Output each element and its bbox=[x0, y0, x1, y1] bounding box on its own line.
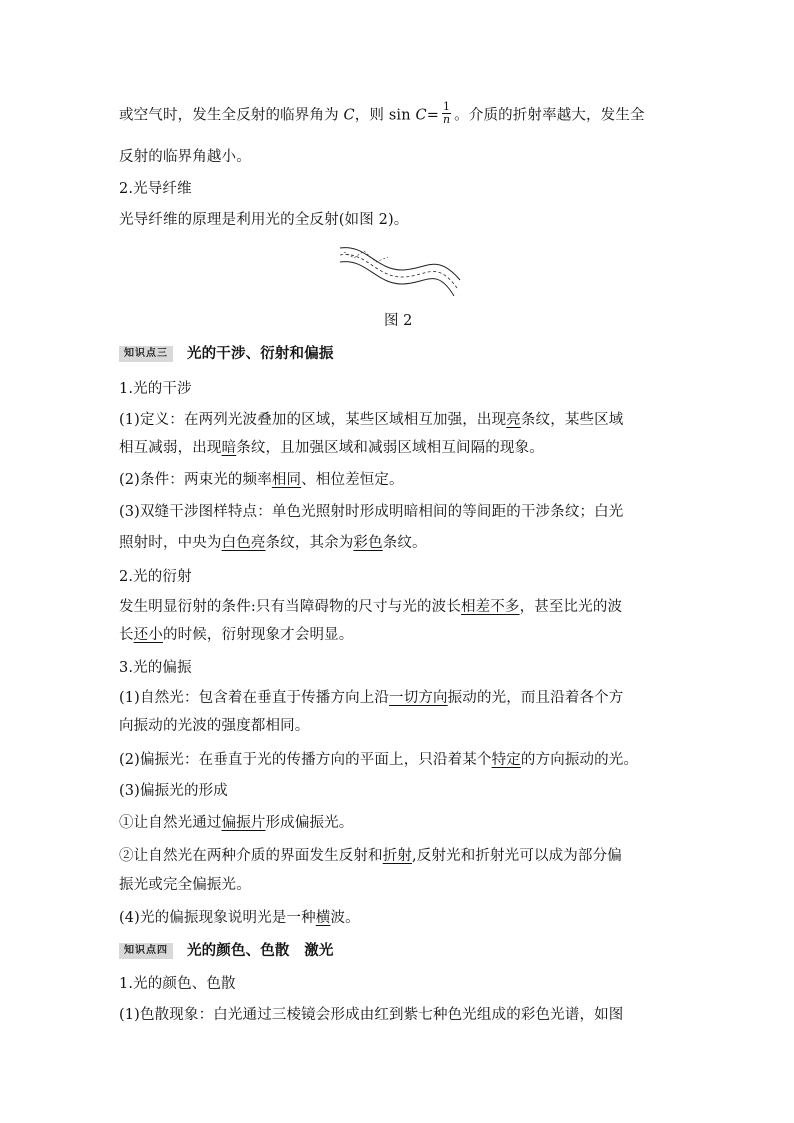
text-line: (1)色散现象：白光通过三棱镜会形成由红到紫七种色光组成的彩色光谱，如图 bbox=[119, 1007, 624, 1023]
figure-caption: 图 2 bbox=[384, 313, 413, 329]
section-heading: 1.光的颜色、色散 bbox=[119, 976, 236, 992]
text-line: (3)双缝干涉图样特点：单色光照射时形成明暗相间的等间距的干涉条纹；白光 bbox=[119, 504, 624, 520]
text-line: (4)光的偏振现象说明光是一种横波。 bbox=[119, 910, 360, 926]
optical-fiber-figure bbox=[336, 240, 464, 302]
text-line: 长还小的时候，衍射现象才会明显。 bbox=[119, 627, 354, 643]
text-line: 相互减弱，出现暗条纹，且加强区域和减弱区域相互间隔的现象。 bbox=[119, 440, 544, 456]
text-line: 向振动的光波的强度都相同。 bbox=[119, 718, 310, 734]
knowledge-point-heading: 知识点三 光的干涉、衍射和偏振 bbox=[119, 343, 334, 365]
text-line: (1)自然光：包含着在垂直于传播方向上沿一切方向振动的光，而且沿着各个方 bbox=[119, 690, 624, 706]
text-line: 振光或完全偏振光。 bbox=[119, 877, 251, 893]
knowledge-point-heading: 知识点四 光的颜色、色散 激光 bbox=[119, 940, 334, 962]
text-line: (2)条件：两束光的频率相同、相位差恒定。 bbox=[119, 472, 404, 488]
section-heading: 1.光的干涉 bbox=[119, 381, 192, 397]
text-line: ②让自然光在两种介质的界面发生反射和折射,反射光和折射光可以成为部分偏 bbox=[119, 848, 622, 864]
knowledge-point-tag: 知识点四 bbox=[119, 943, 173, 959]
section-heading: 2.光导纤维 bbox=[119, 181, 192, 197]
text-line: ①让自然光通过偏振片形成偏振光。 bbox=[119, 815, 354, 831]
text-line: 光导纤维的原理是利用光的全反射(如图 2)。 bbox=[119, 212, 409, 228]
knowledge-point-tag: 知识点三 bbox=[119, 346, 173, 362]
text-line: 照射时，中央为白色亮条纹，其余为彩色条纹。 bbox=[119, 535, 427, 551]
text-line: 或空气时，发生全反射的临界角为 C，则 sin C= $\frac{1}{n}$ 。介质的折射率越大，发生全 bbox=[119, 100, 645, 126]
fraction: $\frac{1}{n}$ bbox=[442, 100, 451, 126]
text-line: 反射的临界角越小。 bbox=[119, 149, 251, 165]
text-line: (2)偏振光：在垂直于光的传播方向的平面上，只沿着某个特定的方向振动的光。 bbox=[119, 752, 639, 768]
text-line: (1)定义：在两列光波叠加的区域，某些区域相互加强，出现亮条纹，某些区域 bbox=[119, 412, 624, 428]
section-heading: 2.光的衍射 bbox=[119, 569, 192, 585]
text-line: (3)偏振光的形成 bbox=[119, 783, 228, 799]
text-line: 发生明显衍射的条件:只有当障碍物的尺寸与光的波长相差不多，甚至比光的波 bbox=[119, 599, 623, 615]
section-heading: 3.光的偏振 bbox=[119, 660, 192, 676]
